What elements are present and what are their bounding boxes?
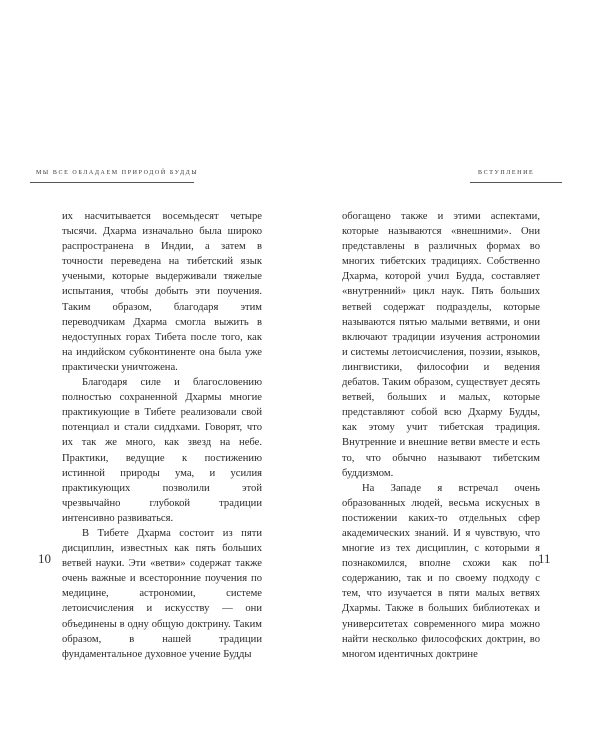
paragraph: На Западе я встречал очень образованных людей, весьма искусных в постижении каких-то отдельных сфер академических знаний. И я чувствую, что многие из тех дисциплин, с которыми я познакомился, вполне схожи как по содержанию, так и по своему подходу с тем, что изучается в пяти малых ветвях Дхармы. Также в больших библиотеках и университетах современного мира можно найти несколько философских доктрин, во многом идентичных доктрине (342, 482, 540, 660)
running-head-left: МЫ ВСЕ ОБЛАДАЕМ ПРИРОДОЙ БУДДЫ (36, 170, 199, 176)
paragraph: В Тибете Дхарма состоит из пяти дисциплин, известных как пять больших ветвей науки. Эти «ветви» содержат также очень важные и всесторонние поучения по медицине, астрономии, системе летоисчисления и искусству — они объединены в одну общую доктрину. Таким образом, в нашей традиции фундаментальное духовное учение Будды (62, 527, 262, 660)
paragraph: их насчитывается восемьдесят четыре тысячи. Дхарма изначально была широко распространена в Индии, а затем в точности переведена на тибетский язык учеными, которые выдерживали тяжелые испытания, чтобы добыть эти поучения. Таким образом, благодаря этим переводчикам Дхарма смогла выжить в недоступных горах Тибета после того, как на индийском субконтиненте она была уже практически уничтожена. (62, 211, 262, 373)
body-text-left (62, 209, 262, 662)
body-text-right (342, 209, 540, 662)
running-head-right: ВСТУПЛЕНИЕ (478, 170, 535, 176)
right-page (300, 0, 600, 750)
page-number-right: 11 (538, 551, 551, 566)
paragraph: Благодаря силе и благословению полностью сохраненной Дхармы многие практикующие в Тибете реализовали свой потенциал и стали сиддхами. Говорят, что их так же много, как звезд на небе. Практики, ведущие к постижению истинной природы ума, и усилия практикующих позволили этой чрезвычайно глубокой традиции интенсивно развиваться. (62, 377, 262, 524)
header-rule-left (30, 182, 194, 183)
page-number-left: 10 (38, 551, 51, 566)
header-rule-right (470, 182, 562, 183)
paragraph: обогащено также и этими аспектами, которые называются «внешними». Они представлены в различных формах во многих тибетских традициях. Собственно Дхарма, которой учил Будда, составляет «внутренний» цикл наук. Пять больших ветвей содержат подразделы, которые называются пятью малыми ветвями, и они включают традиции изучения астрономии и системы летоисчисления, поэзии, языков, лингвистики, философии и ведения дебатов. Таким образом, существует десять ветвей, больших и малых, которые представляют собой всю Дхарму Будды, как этому учит тибетская традиция. Внутренние и внешние ветви вместе и есть то, что обычно называют тибетским буддизмом. (342, 211, 540, 479)
